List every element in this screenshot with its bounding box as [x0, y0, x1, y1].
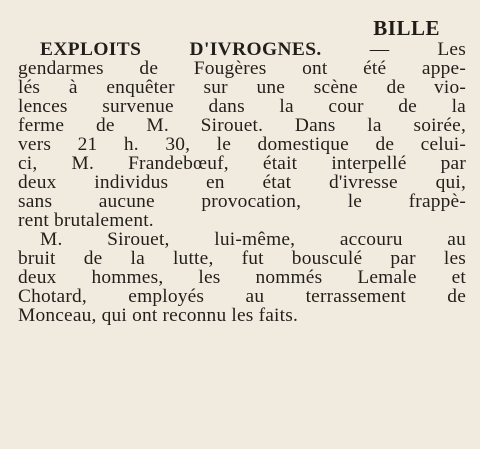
- article-line: deux individus en état d'ivresse qui,: [18, 172, 466, 193]
- article-line: lences survenue dans la cour de la: [18, 96, 466, 117]
- article-line: ci, M. Frandebœuf, était interpellé par: [18, 153, 466, 174]
- dateline-heading: BILLE: [373, 16, 440, 40]
- article-line: ferme de M. Sirouet. Dans la soirée,: [18, 115, 466, 136]
- article-line: lés à enquêter sur une scène de vio-: [18, 77, 466, 98]
- article-line: bruit de la lutte, fut bousculé par les: [18, 248, 466, 269]
- article-line-text: — Les: [321, 39, 466, 60]
- paragraph-1: [18, 40, 466, 230]
- article-line: vers 21 h. 30, le domestique de celui-: [18, 134, 466, 155]
- article-headline: EXPLOITS D'IVROGNES.: [40, 39, 322, 60]
- article-line: rent brutalement.: [18, 210, 154, 231]
- article-line: [18, 40, 466, 59]
- article-line: M. Sirouet, lui-même, accouru au: [40, 229, 466, 250]
- paragraph-2: [18, 230, 466, 325]
- article-line: deux hommes, les nommés Lemale et: [18, 267, 466, 288]
- article-line: sans aucune provocation, le frappè-: [18, 191, 466, 212]
- article-body: [18, 40, 466, 325]
- article-line: gendarmes de Fougères ont été appe-: [18, 58, 466, 79]
- article-line: Monceau, qui ont reconnu les faits.: [18, 305, 299, 326]
- article-line: Chotard, employés au terrassement de: [18, 286, 466, 307]
